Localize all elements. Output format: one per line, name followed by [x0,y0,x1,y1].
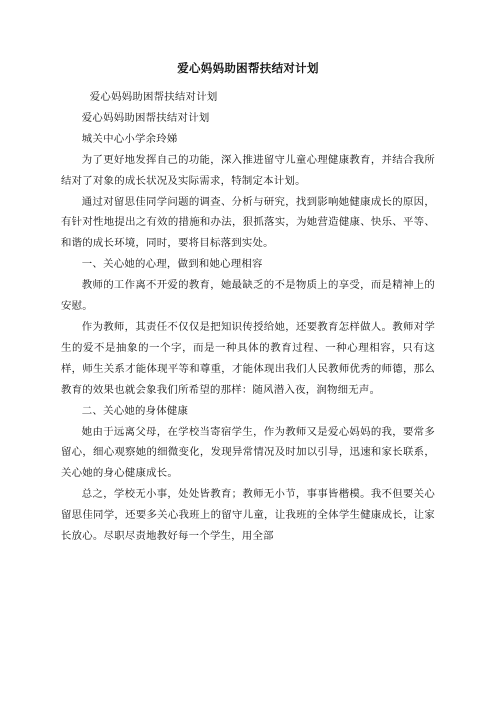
paragraph-section-1b: 作为教师，其责任不仅仅是把知识传授给她，还要教育怎样做人。教师对学生的爱不是抽象的一个字，而是一种具体的教育过程、一种心理相容，只有这样，师生关系才能体现平等和尊重，才能体现出我们人民教师优秀的师德，那么教育的效果也就会象我们所希望的那样：随风潜入夜，润物细无声。 [61,320,435,396]
paragraph-subtitle: 爱心妈妈助困帮扶结对计划 [89,91,218,103]
paragraph-section-2: 她由于远离父母，在学校当寄宿学生，作为教师又是爱心妈妈的我，要常多留心，细心观察她的细微变化，发现异常情况及时加以引导，迅速和家长联系，关心她的身心健康成长。 [61,425,435,480]
paragraph-subtitle-repeat: 爱心妈妈助困帮扶结对计划 [81,111,210,124]
section-heading-2: 二、关心她的身体健康 [81,404,189,417]
paragraph-section-1a: 教师的工作离不开爱的教育，她最缺乏的不是物质上的享受，而是精神上的安慰。 [61,279,435,313]
paragraph-intro: 为了更好地发挥自己的功能，深入推进留守儿童心理健康教育，并结合我所结对了对象的成长状况及实际需求，特制定本计划。 [61,153,435,187]
paragraph-conclusion: 总之，学校无小事，处处皆教育；教师无小节，事事皆楷模。我不但要关心留思佳同学，还要多关心我班上的留守儿童，让我班的全体学生健康成长，让家长放心。尽职尽责地教好每一个学生，用全部 [61,488,435,543]
document-title: 爱心妈妈助困帮扶结对计划 [177,61,319,75]
section-heading-1: 一、关心她的心理，做到和她心理相容 [81,258,263,271]
paragraph-goal: 通过对留思佳同学问题的调查、分析与研究，找到影响她健康成长的原因，有针对性地提出之有效的措施和办法，狠抓落实，为她营造健康、快乐、平等、和谐的成长环境，同时，要将目标落到实处。 [61,195,435,250]
document-page [61,60,435,547]
paragraph-author: 城关中心小学余玲娣 [81,132,178,145]
